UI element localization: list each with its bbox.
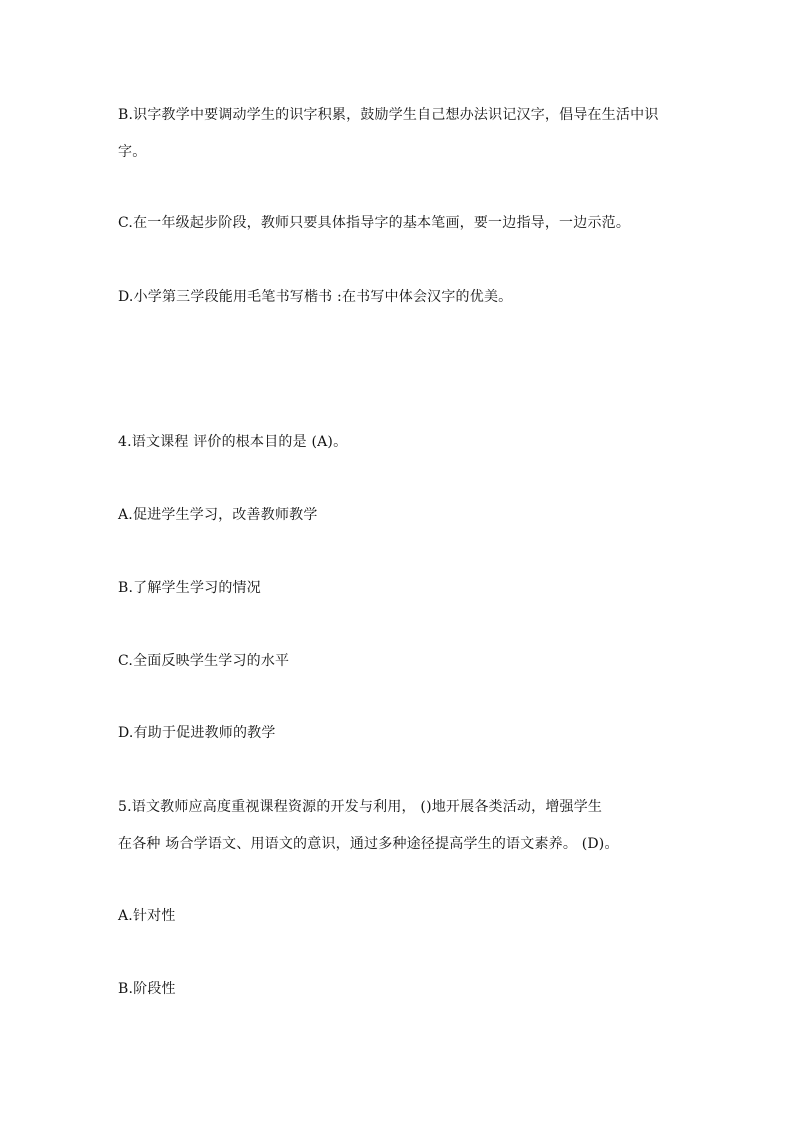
q3-option-b-line2: 字。: [118, 144, 147, 160]
q3-option-c: C.在一年级起步阶段，教师只要具体指导字的基本笔画，要一边指导，一边示范。: [118, 215, 631, 231]
q3-option-d: D.小学第三学段能用毛笔书写楷书 :在书写中体会汉字的优美。: [118, 289, 513, 305]
q4-stem: 4.语文课程 评价的根本目的是 (A)。: [118, 434, 348, 450]
q5-stem-line2: 在各种 场合学语文、用语文的意识，通过多种途径提高学生的语文素养。 (D)。: [118, 836, 619, 852]
q4-option-b: B.了解学生学习的情况: [118, 580, 261, 596]
q4-option-d: D.有助于促进教师的教学: [118, 725, 276, 741]
q3-option-b-line1: B.识字教学中要调动学生的识字积累，鼓励学生自己想办法识记汉字，倡导在生活中识: [118, 107, 659, 123]
q4-option-a: A.促进学生学习，改善教师教学: [118, 507, 318, 523]
q5-option-b: B.阶段性: [118, 981, 176, 997]
q5-option-a: A.针对性: [118, 908, 176, 924]
q5-stem-line1: 5.语文教师应高度重视课程资源的开发与利用， ()地开展各类活动，增强学生: [118, 799, 603, 815]
q4-option-c: C.全面反映学生学习的水平: [118, 653, 290, 669]
